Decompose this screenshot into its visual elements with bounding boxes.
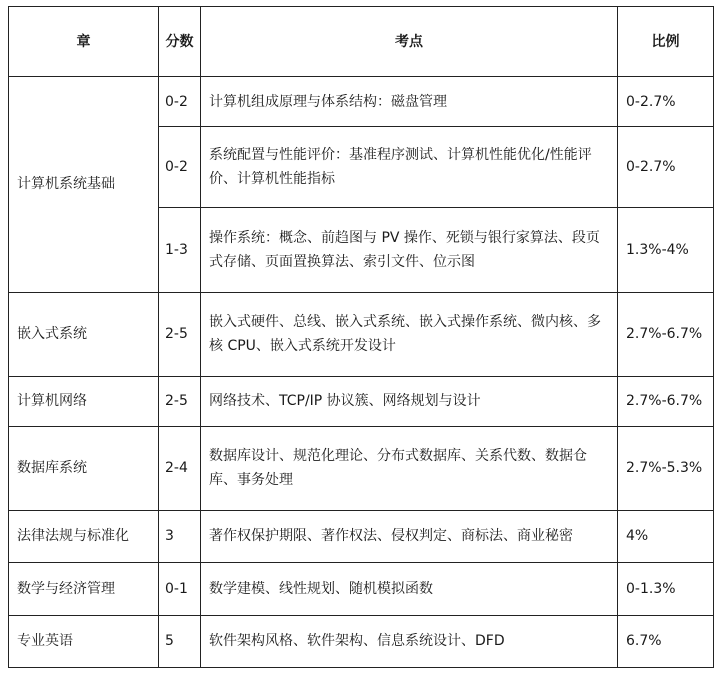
points-cell: 数学建模、线性规划、随机模拟函数 [201, 563, 618, 615]
points-cell: 软件架构风格、软件架构、信息系统设计、DFD [201, 615, 618, 668]
table-row [9, 292, 714, 376]
chapter-cell: 计算机系统基础 [9, 77, 159, 293]
header-chapter: 章 [9, 7, 159, 77]
points-cell: 操作系统：概念、前趋图与 PV 操作、死锁与银行家算法、段页式存储、页面置换算法、索引文件、位示图 [201, 208, 618, 293]
table-row [9, 376, 714, 426]
points-cell: 网络技术、TCP/IP 协议簇、网络规划与设计 [201, 376, 618, 426]
header-score: 分数 [159, 7, 201, 77]
ratio-cell: 0-1.3% [618, 563, 714, 615]
chapter-cell: 数学与经济管理 [9, 563, 159, 615]
header-ratio: 比例 [618, 7, 714, 77]
score-cell: 3 [159, 510, 201, 562]
ratio-cell: 2.7%-6.7% [618, 376, 714, 426]
score-cell: 2-5 [159, 376, 201, 426]
table-row [9, 615, 714, 668]
points-cell: 计算机组成原理与体系结构：磁盘管理 [201, 77, 618, 127]
score-cell: 0-2 [159, 127, 201, 208]
points-cell: 系统配置与性能评价：基准程序测试、计算机性能优化/性能评价、计算机性能指标 [201, 127, 618, 208]
header-points: 考点 [201, 7, 618, 77]
points-cell: 嵌入式硬件、总线、嵌入式系统、嵌入式操作系统、微内核、多核 CPU、嵌入式系统开发设计 [201, 292, 618, 376]
score-cell: 1-3 [159, 208, 201, 293]
ratio-cell: 6.7% [618, 615, 714, 668]
score-cell: 2-4 [159, 426, 201, 510]
header-row [9, 7, 714, 77]
score-cell: 5 [159, 615, 201, 668]
points-cell: 著作权保护期限、著作权法、侵权判定、商标法、商业秘密 [201, 510, 618, 562]
ratio-cell: 1.3%-4% [618, 208, 714, 293]
points-cell: 数据库设计、规范化理论、分布式数据库、关系代数、数据仓库、事务处理 [201, 426, 618, 510]
table-row [9, 510, 714, 562]
exam-topics-table [8, 6, 714, 668]
chapter-cell: 嵌入式系统 [9, 292, 159, 376]
score-cell: 2-5 [159, 292, 201, 376]
table-row [9, 77, 714, 127]
ratio-cell: 0-2.7% [618, 127, 714, 208]
chapter-cell: 计算机网络 [9, 376, 159, 426]
chapter-cell: 数据库系统 [9, 426, 159, 510]
table-row [9, 563, 714, 615]
ratio-cell: 0-2.7% [618, 77, 714, 127]
ratio-cell: 2.7%-5.3% [618, 426, 714, 510]
score-cell: 0-1 [159, 563, 201, 615]
table-row [9, 426, 714, 510]
ratio-cell: 2.7%-6.7% [618, 292, 714, 376]
chapter-cell: 法律法规与标准化 [9, 510, 159, 562]
chapter-cell: 专业英语 [9, 615, 159, 668]
score-cell: 0-2 [159, 77, 201, 127]
ratio-cell: 4% [618, 510, 714, 562]
